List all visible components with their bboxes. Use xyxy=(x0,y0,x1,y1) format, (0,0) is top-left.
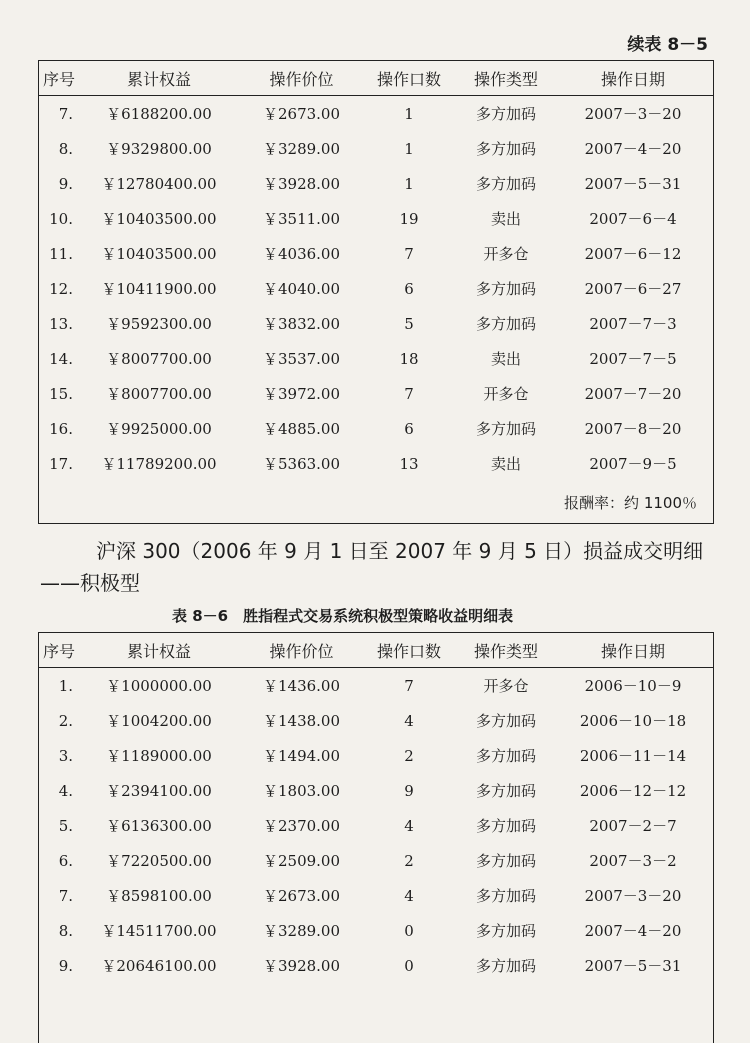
cell-index: 16. xyxy=(49,419,73,438)
cell-index: 9. xyxy=(58,956,73,975)
cell-index: 9. xyxy=(58,174,73,193)
cell-lots: 18 xyxy=(399,349,419,368)
header-date: 操作日期 xyxy=(600,641,665,661)
cell-type: 多方加码 xyxy=(475,817,536,835)
cell-type: 开多仓 xyxy=(483,385,529,403)
cell-lots: 0 xyxy=(404,956,414,975)
cell-equity: ￥11789200.00 xyxy=(101,455,217,473)
cell-date: 2007－7－3 xyxy=(589,315,677,333)
cell-index: 2. xyxy=(58,711,73,730)
cell-date: 2007－3－20 xyxy=(584,105,682,123)
cell-lots: 4 xyxy=(404,711,414,730)
cell-price: ￥4036.00 xyxy=(262,245,341,263)
cell-lots: 2 xyxy=(404,746,414,765)
cell-index: 11. xyxy=(49,244,73,263)
cell-index: 14. xyxy=(49,349,73,368)
cell-index: 5. xyxy=(58,816,73,835)
cell-lots: 4 xyxy=(404,816,414,835)
cell-type: 多方加码 xyxy=(475,140,536,158)
cell-lots: 6 xyxy=(404,419,414,438)
cell-price: ￥5363.00 xyxy=(262,455,341,473)
table-row xyxy=(39,236,713,271)
table-row xyxy=(39,773,713,808)
cell-date: 2007－4－20 xyxy=(584,922,682,940)
cell-equity: ￥10403500.00 xyxy=(101,210,217,228)
cell-type: 开多仓 xyxy=(483,245,529,263)
cell-type: 多方加码 xyxy=(475,957,536,975)
header-price: 操作价位 xyxy=(269,641,334,661)
cell-price: ￥3289.00 xyxy=(262,140,341,158)
cell-index: 8. xyxy=(58,139,73,158)
table-row xyxy=(39,913,713,948)
header-lots: 操作口数 xyxy=(376,69,441,89)
cell-date: 2007－5－31 xyxy=(584,957,682,975)
cell-equity: ￥7220500.00 xyxy=(106,852,212,870)
table-body xyxy=(39,668,713,983)
cell-index: 17. xyxy=(49,454,73,473)
cell-lots: 0 xyxy=(404,921,414,940)
table-row xyxy=(39,948,713,983)
cell-equity: ￥9592300.00 xyxy=(106,315,212,333)
cell-index: 10. xyxy=(49,209,73,228)
cell-lots: 7 xyxy=(404,676,414,695)
cell-equity: ￥20646100.00 xyxy=(101,957,217,975)
cell-equity: ￥8007700.00 xyxy=(106,350,212,368)
table-row xyxy=(39,878,713,913)
cell-price: ￥4040.00 xyxy=(262,280,341,298)
cell-index: 15. xyxy=(49,384,73,403)
cell-price: ￥4885.00 xyxy=(262,420,341,438)
cell-type: 多方加码 xyxy=(475,747,536,765)
cell-date: 2007－9－5 xyxy=(589,455,677,473)
table-row xyxy=(39,201,713,236)
table-header-row xyxy=(39,633,713,668)
cell-price: ￥3972.00 xyxy=(262,385,341,403)
cell-index: 7. xyxy=(58,886,73,905)
header-index: 序号 xyxy=(42,641,75,661)
cell-price: ￥1494.00 xyxy=(262,747,341,765)
cell-date: 2007－7－5 xyxy=(589,350,677,368)
cell-price: ￥3928.00 xyxy=(262,175,341,193)
cell-date: 2006－10－18 xyxy=(579,712,687,730)
cell-index: 1. xyxy=(58,676,73,695)
cell-lots: 5 xyxy=(404,314,414,333)
cell-date: 2007－8－20 xyxy=(584,420,682,438)
cell-type: 多方加码 xyxy=(475,420,536,438)
cell-index: 6. xyxy=(58,851,73,870)
cell-price: ￥1436.00 xyxy=(262,677,341,695)
cell-date: 2007－7－20 xyxy=(584,385,682,403)
header-equity: 累计权益 xyxy=(126,641,191,661)
table-row xyxy=(39,166,713,201)
cell-type: 卖出 xyxy=(490,455,521,473)
table-row xyxy=(39,306,713,341)
header-index: 序号 xyxy=(42,69,75,89)
cell-price: ￥1803.00 xyxy=(262,782,341,800)
cell-type: 开多仓 xyxy=(483,677,529,695)
continued-table-label: 续表 8－5 xyxy=(627,35,708,55)
cell-lots: 2 xyxy=(404,851,414,870)
table-row xyxy=(39,703,713,738)
cell-equity: ￥8007700.00 xyxy=(106,385,212,403)
cell-date: 2007－6－4 xyxy=(589,210,677,228)
cell-date: 2007－3－2 xyxy=(589,852,677,870)
cell-price: ￥3928.00 xyxy=(262,957,341,975)
return-rate-note: 报酬率：约 1100％ xyxy=(564,494,697,512)
table-header-row xyxy=(39,61,713,96)
cell-lots: 19 xyxy=(399,209,419,228)
cell-lots: 1 xyxy=(404,174,414,193)
cell-index: 8. xyxy=(58,921,73,940)
cell-equity: ￥8598100.00 xyxy=(106,887,212,905)
cell-price: ￥3832.00 xyxy=(262,315,341,333)
cell-price: ￥3537.00 xyxy=(262,350,341,368)
cell-index: 4. xyxy=(58,781,73,800)
cell-equity: ￥14511700.00 xyxy=(101,922,217,940)
cell-lots: 7 xyxy=(404,244,414,263)
cell-date: 2006－11－14 xyxy=(579,747,687,765)
table-row xyxy=(39,668,713,703)
table-row xyxy=(39,96,713,131)
cell-equity: ￥10411900.00 xyxy=(101,280,217,298)
cell-index: 12. xyxy=(49,279,73,298)
cell-index: 7. xyxy=(58,104,73,123)
table-row xyxy=(39,341,713,376)
cell-type: 多方加码 xyxy=(475,852,536,870)
section-paragraph: 沪深 300（2006 年 9 月 1 日至 2007 年 9 月 5 日）损益成交明细——积极型 xyxy=(40,539,704,595)
cell-equity: ￥1189000.00 xyxy=(106,747,212,765)
cell-type: 多方加码 xyxy=(475,712,536,730)
cell-type: 多方加码 xyxy=(475,922,536,940)
cell-date: 2007－6－12 xyxy=(584,245,682,263)
cell-equity: ￥1004200.00 xyxy=(106,712,212,730)
table-row xyxy=(39,131,713,166)
table-row xyxy=(39,271,713,306)
table-row xyxy=(39,738,713,773)
cell-equity: ￥9925000.00 xyxy=(106,420,212,438)
cell-date: 2007－5－31 xyxy=(584,175,682,193)
cell-date: 2006－10－9 xyxy=(584,677,682,695)
header-type: 操作类型 xyxy=(473,69,538,89)
cell-equity: ￥6136300.00 xyxy=(106,817,212,835)
header-lots: 操作口数 xyxy=(376,641,441,661)
cell-type: 多方加码 xyxy=(475,175,536,193)
cell-lots: 1 xyxy=(404,139,414,158)
cell-type: 卖出 xyxy=(490,350,521,368)
cell-price: ￥2370.00 xyxy=(262,817,341,835)
cell-equity: ￥9329800.00 xyxy=(106,140,212,158)
header-type: 操作类型 xyxy=(473,641,538,661)
cell-equity: ￥10403500.00 xyxy=(101,245,217,263)
cell-price: ￥3511.00 xyxy=(262,210,341,228)
header-equity: 累计权益 xyxy=(126,69,191,89)
cell-index: 3. xyxy=(58,746,73,765)
header-date: 操作日期 xyxy=(600,69,665,89)
table-body xyxy=(39,96,713,481)
table-8-5-continued xyxy=(38,60,714,524)
cell-lots: 6 xyxy=(404,279,414,298)
cell-date: 2007－2－7 xyxy=(589,817,677,835)
table-row xyxy=(39,376,713,411)
cell-type: 多方加码 xyxy=(475,280,536,298)
cell-price: ￥2673.00 xyxy=(262,887,341,905)
cell-date: 2006－12－12 xyxy=(579,782,687,800)
cell-lots: 7 xyxy=(404,384,414,403)
cell-equity: ￥2394100.00 xyxy=(106,782,212,800)
cell-price: ￥2509.00 xyxy=(262,852,341,870)
cell-type: 多方加码 xyxy=(475,887,536,905)
cell-type: 多方加码 xyxy=(475,782,536,800)
cell-date: 2007－6－27 xyxy=(584,280,682,298)
cell-lots: 4 xyxy=(404,886,414,905)
cell-lots: 9 xyxy=(404,781,414,800)
table-row xyxy=(39,446,713,481)
cell-index: 13. xyxy=(49,314,73,333)
cell-price: ￥2673.00 xyxy=(262,105,341,123)
cell-price: ￥3289.00 xyxy=(262,922,341,940)
table-8-6 xyxy=(38,632,714,1043)
cell-equity: ￥1000000.00 xyxy=(106,677,212,695)
cell-price: ￥1438.00 xyxy=(262,712,341,730)
table-row xyxy=(39,808,713,843)
cell-date: 2007－4－20 xyxy=(584,140,682,158)
cell-date: 2007－3－20 xyxy=(584,887,682,905)
cell-equity: ￥12780400.00 xyxy=(101,175,217,193)
table-row xyxy=(39,843,713,878)
table-row xyxy=(39,411,713,446)
table-caption: 表 8－6 胜指程式交易系统积极型策略收益明细表 xyxy=(172,607,514,625)
cell-lots: 13 xyxy=(399,454,419,473)
cell-type: 多方加码 xyxy=(475,105,536,123)
cell-type: 多方加码 xyxy=(475,315,536,333)
header-price: 操作价位 xyxy=(269,69,334,89)
cell-type: 卖出 xyxy=(490,210,521,228)
cell-lots: 1 xyxy=(404,104,414,123)
cell-equity: ￥6188200.00 xyxy=(106,105,212,123)
